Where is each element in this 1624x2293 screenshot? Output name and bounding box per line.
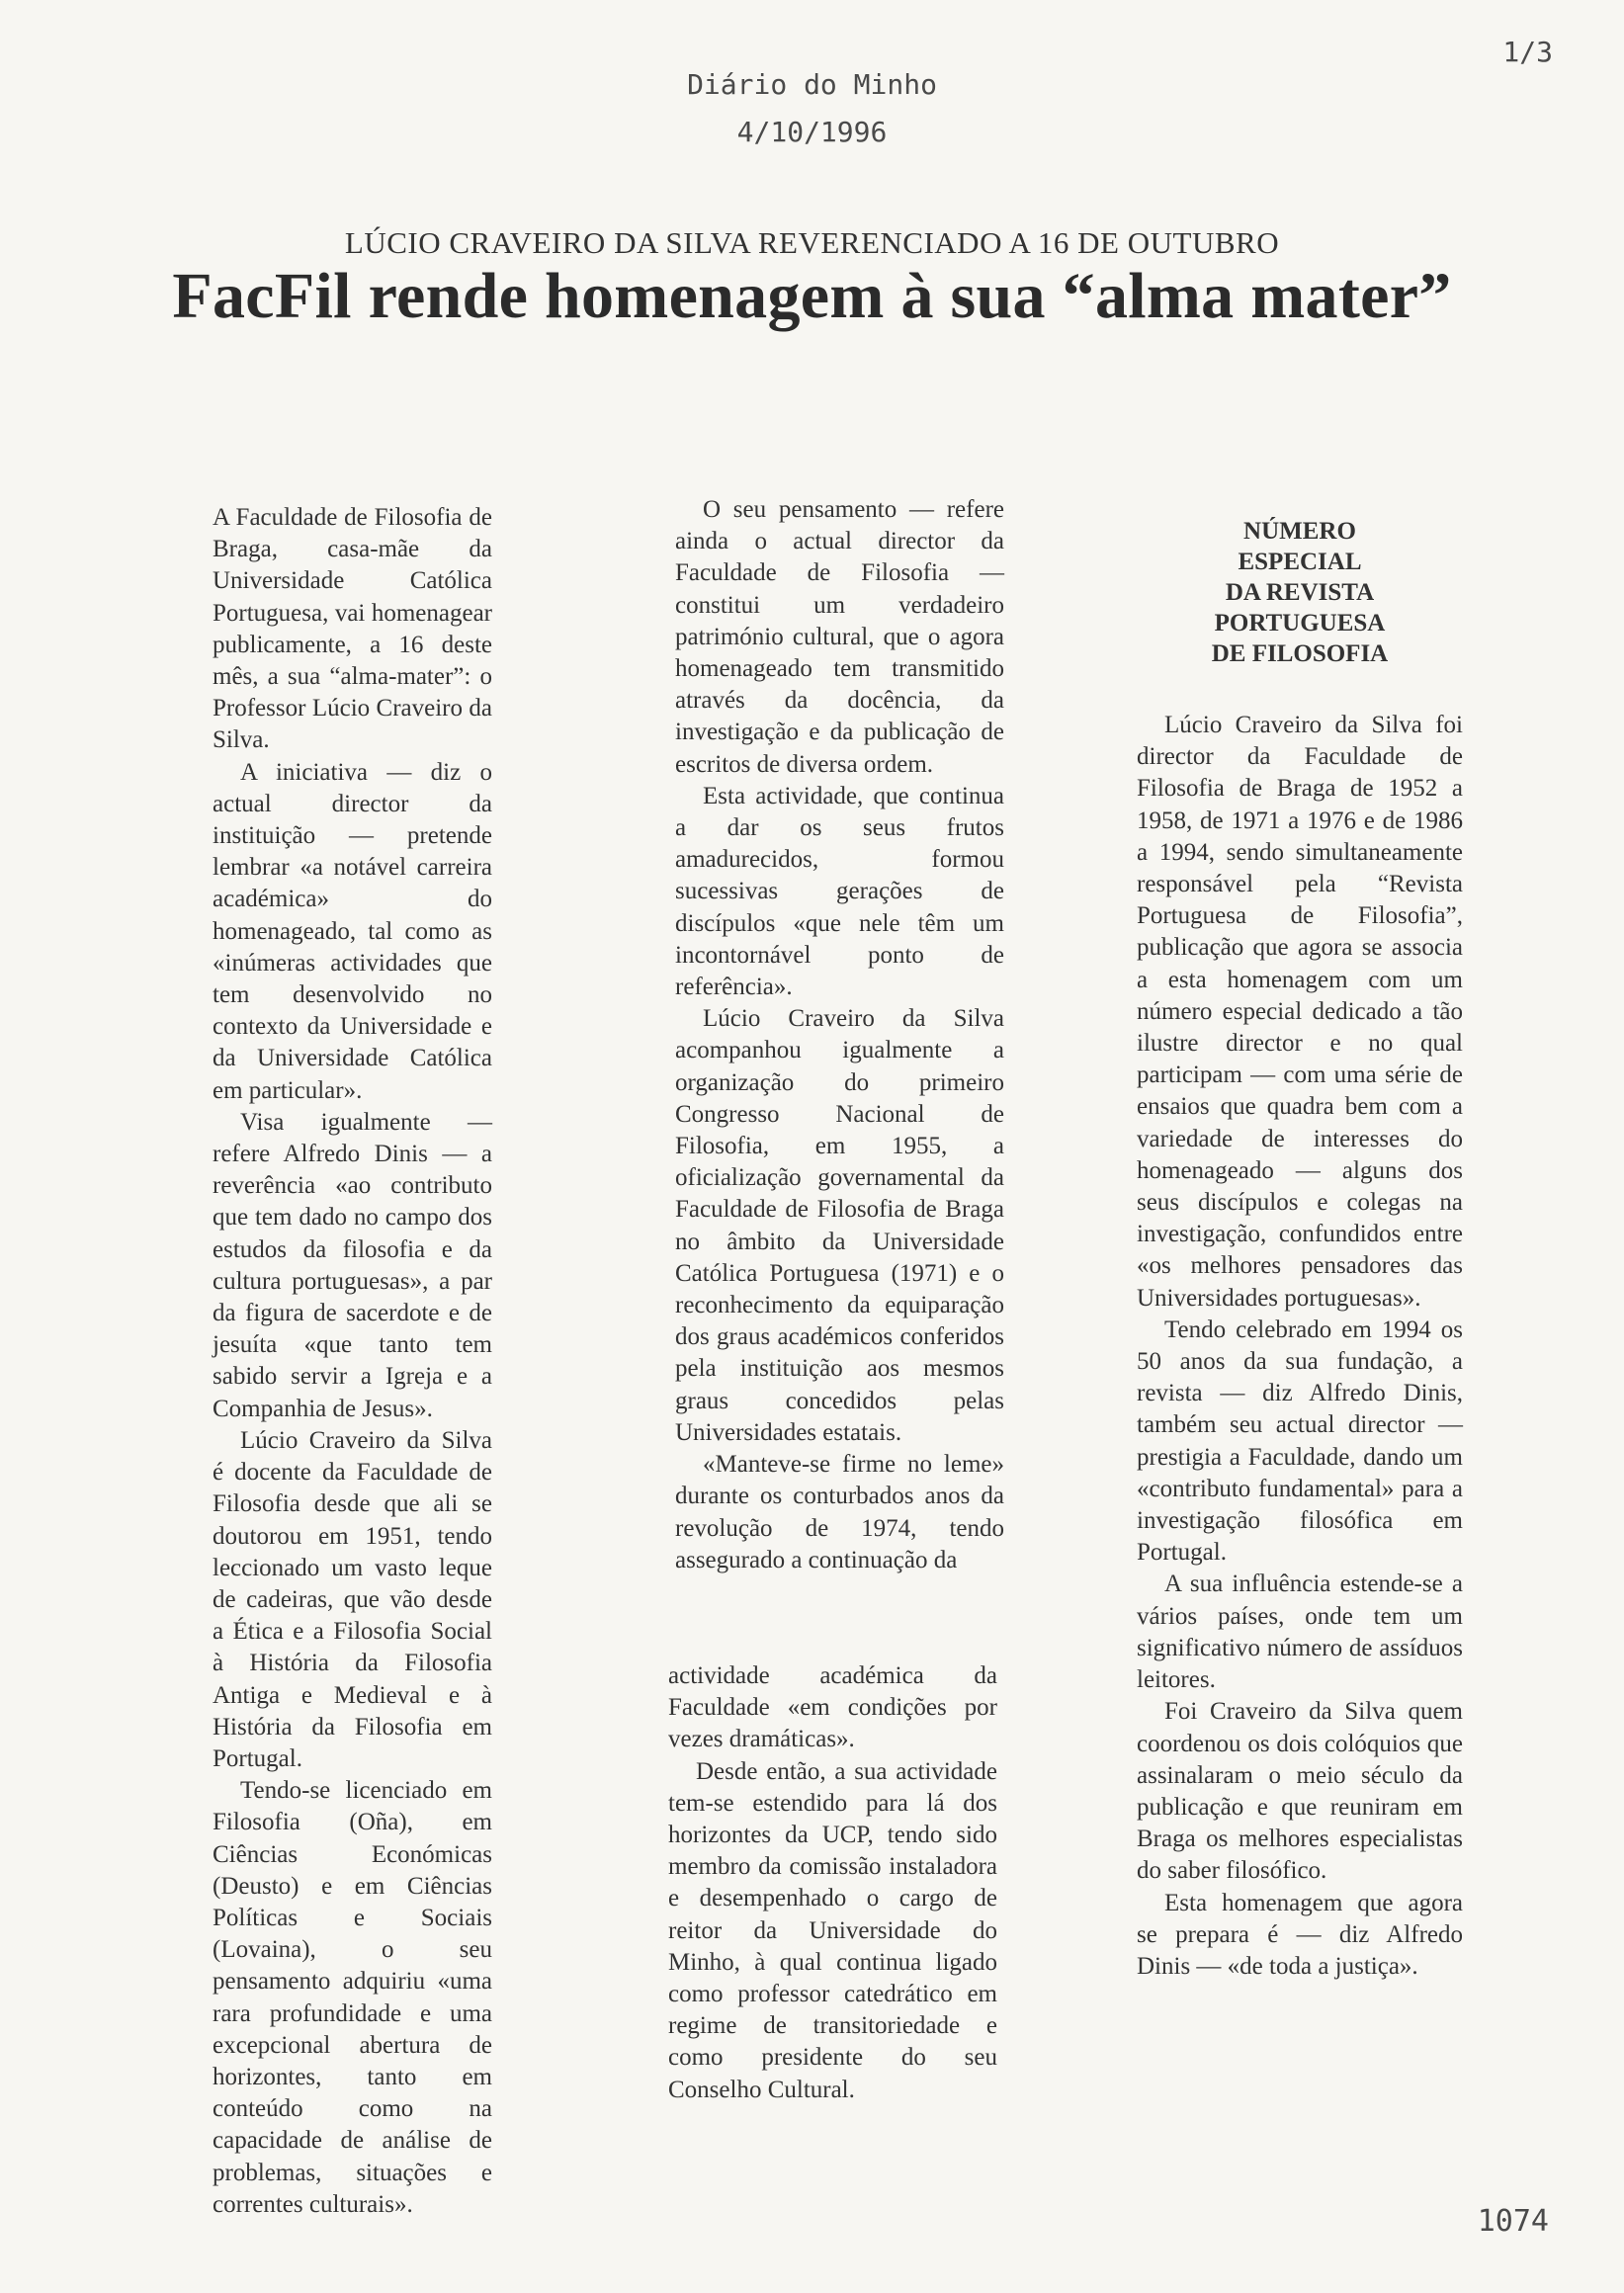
sidebar-heading-line: NÚMERO [1243,518,1356,545]
paragraph: Tendo celebrado em 1994 os 50 anos da sua fundação, a revista — diz Alfredo Dinis, também seu actual director — prestigia a Faculdade, dando um «contributo fundamental» para a investigação filosófica em Portugal. [1137,1316,1463,1567]
page-marker: 1/3 [1502,36,1553,68]
paragraph: A sua influência estende-se a vários países, onde tem um significativo número de assíduos leitores. [1137,1571,1463,1694]
paragraph: Lúcio Craveiro da Silva foi director da Faculdade de Filosofia de Braga de 1952 a 1958, de 1971 a 1976 e de 1986 a 1994, sendo simultaneamente responsável pela “Revista Portuguesa de Filosofia”, publicação que agora se associa a esta homenagem com um número especial dedicado a tão ilustre director e no qual participam — com uma série de ensaios que quadra bem com a variedade de interesses do homenageado — alguns dos seus discípulos e colegas na investigação, confundidos entre «os melhores pensadores das Universidades portuguesas». [1137,712,1463,1312]
source-header [0,61,1624,156]
article-column-3 [1137,710,1463,1983]
newspaper-name: Diário do Minho [687,68,937,101]
sidebar-heading-line: DA REVISTA [1225,579,1375,606]
paragraph: Desde então, a sua actividade tem-se estendido para lá dos horizontes da UCP, tendo sido membro da comissão instaladora e desempenhado o cargo de reitor da Universidade do Minho, à qual continua ligado como professor catedrático em regime de transitoriedade e como presidente do seu Conselho Cultural. [668,1757,997,2103]
paragraph: Esta actividade, que continua a dar os seus frutos amadurecidos, formou sucessivas gerações de discípulos «que nele têm um incontornável ponto de referência». [675,782,1004,1001]
paragraph: Lúcio Craveiro da Silva é docente da Faculdade de Filosofia desde que ali se doutorou em 1951, tendo leccionado um vasto leque de cadeiras, que vão desde a Ética e a Filosofia Social à História da Filosofia Antiga e Medieval e à História da Filosofia em Portugal. [213,1426,492,1772]
article-column-2-top [675,494,1004,1576]
paragraph: Esta homenagem que agora se prepara é — diz Alfredo Dinis — «de toda a justiça». [1137,1889,1463,1980]
paragraph: Tendo-se licenciado em Filosofia (Oña), em Ciências Económicas (Deusto) e em Ciências Políticas e Sociais (Lovaina), o seu pensamento adquiriu «uma rara profundidade e uma excepcional abertura de horizontes, tanto em conteúdo como na capacidade de análise de problemas, situações e correntes culturais». [213,1777,492,2218]
paragraph: Visa igualmente — refere Alfredo Dinis — a reverência «ao contributo que tem dado no campo dos estudos da filosofia e da cultura portuguesas», a par da figura de sacerdote e de jesuíta «que tanto tem sabido servir a Igreja e a Companhia de Jesus». [213,1108,492,1422]
paragraph: Lúcio Craveiro da Silva acompanhou igualmente a organização do primeiro Congresso Nacional de Filosofia, em 1955, a oficialização governamental da Faculdade de Filosofia de Braga no âmbito da Universidade Católica Portuguesa (1971) e o reconhecimento da equiparação dos graus académicos conferidos pela instituição aos mesmos graus concedidos pelas Universidades estatais. [675,1005,1004,1446]
sidebar-heading [1137,516,1463,669]
paragraph: A iniciativa — diz o actual director da instituição — pretende lembrar «a notável carreira académica» do homenageado, tal como as «inúmeras actividades que tem desenvolvido no contexto da Universidade e da Universidade Católica em particular». [213,758,492,1104]
publication-date: 4/10/1996 [736,116,888,148]
sidebar-heading-line: DE FILOSOFIA [1211,640,1389,667]
sidebar-heading-line: PORTUGUESA [1214,610,1386,637]
article-headline: FacFil rende homenagem à sua “alma mater” [172,260,1452,332]
paragraph: O seu pensamento — refere ainda o actual director da Faculdade de Filosofia — constitui um verdadeiro património cultural, que o agora homenageado tem transmitido através da docência, da investigação e da publicação de escritos de diversa ordem. [675,496,1004,778]
paragraph: actividade académica da Faculdade «em condições por vezes dramáticas». [668,1662,997,1753]
archive-number: 1074 [1477,2204,1549,2239]
article-column-2-bottom [668,1660,997,2106]
paragraph: «Manteve-se firme no leme» durante os conturbados anos da revolução de 1974, tendo assegurado a continuação da [675,1451,1004,1573]
paragraph: Foi Craveiro da Silva quem coordenou os dois colóquios que assinalaram o meio século da publicação e que reuniram em Braga os melhores especialistas do saber filosófico. [1137,1698,1463,1885]
paragraph: A Faculdade de Filosofia de Braga, casa-mãe da Universidade Católica Portuguesa, vai homenagear publicamente, a 16 deste mês, a sua “alma-mater”: o Professor Lúcio Craveiro da Silva. [213,504,492,754]
sidebar-heading-line: ESPECIAL [1238,549,1362,575]
article-column-1 [213,502,492,2221]
article-kicker: LÚCIO CRAVEIRO DA SILVA REVERENCIADO A 16 DE OUTUBRO [344,225,1280,260]
